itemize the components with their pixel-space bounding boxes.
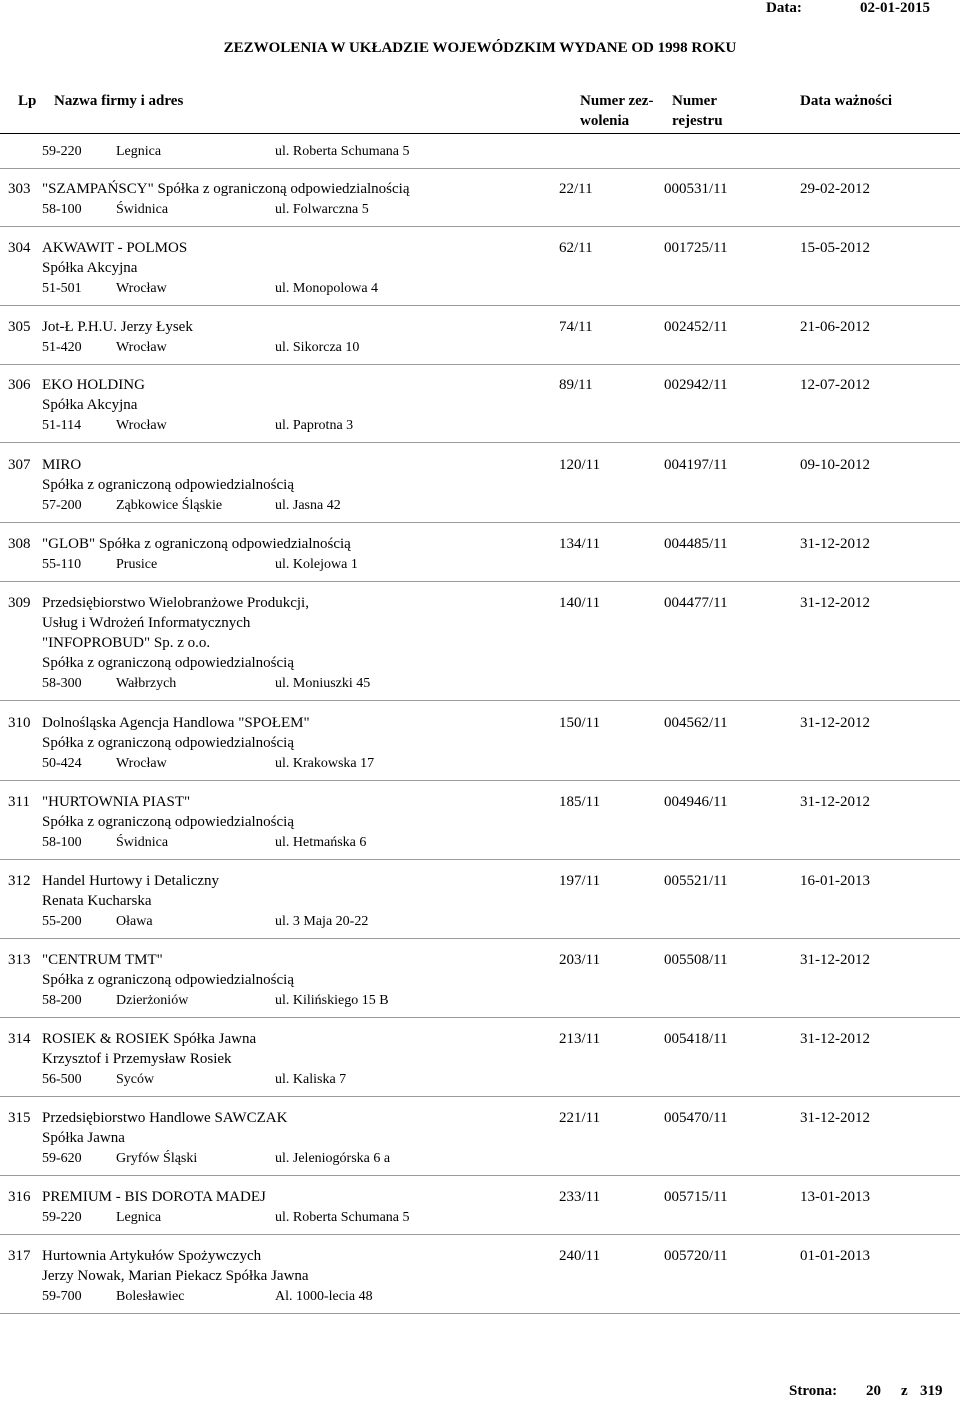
entry-lp: 306 <box>8 377 31 393</box>
entry-permit-number: 22/11 <box>559 181 593 197</box>
entry-postal-code: 58-100 <box>42 835 82 850</box>
entry-name-line: Spółka z ograniczoną odpowiedzialnością <box>42 655 294 671</box>
entry-register-number: 004485/11 <box>664 536 728 552</box>
entry-validity-date: 31-12-2012 <box>800 595 870 611</box>
entry-permit-number: 213/11 <box>559 1031 601 1047</box>
carryover-street: ul. Roberta Schumana 5 <box>275 144 410 159</box>
header-rule <box>0 133 960 134</box>
entry-postal-code: 51-501 <box>42 281 82 296</box>
entry-lp: 309 <box>8 595 31 611</box>
entry-street: ul. Kilińskiego 15 B <box>275 993 389 1008</box>
entry-street: ul. Hetmańska 6 <box>275 835 367 850</box>
entry-validity-date: 31-12-2012 <box>800 715 870 731</box>
entry-name-line: PREMIUM - BIS DOROTA MADEJ <box>42 1189 266 1205</box>
entry-city: Świdnica <box>116 835 169 850</box>
entry-register-number: 005521/11 <box>664 873 728 889</box>
entry-lp: 307 <box>8 457 31 473</box>
date-label: Data: <box>766 0 802 16</box>
entry-register-number: 002942/11 <box>664 377 728 393</box>
page-current: 20 <box>866 1383 881 1399</box>
entry-permit-number: 150/11 <box>559 715 601 731</box>
entry-postal-code: 50-424 <box>42 756 82 771</box>
entry-city: Ząbkowice Śląskie <box>116 498 223 513</box>
entry-permit-number: 233/11 <box>559 1189 601 1205</box>
row-divider <box>0 1313 960 1314</box>
entry-city: Wrocław <box>116 756 167 771</box>
entry-name-line: EKO HOLDING <box>42 377 145 393</box>
entry-register-number: 005508/11 <box>664 952 728 968</box>
entry-street: ul. Roberta Schumana 5 <box>275 1210 410 1225</box>
entry-postal-code: 55-110 <box>42 557 82 572</box>
entry-city: Syców <box>116 1072 155 1087</box>
entry-city: Świdnica <box>116 202 169 217</box>
entry-validity-date: 01-01-2013 <box>800 1248 870 1264</box>
entry-name-line: "CENTRUM TMT" <box>42 952 163 968</box>
entry-lp: 310 <box>8 715 31 731</box>
entry-validity-date: 09-10-2012 <box>800 457 870 473</box>
entry-permit-number: 74/11 <box>559 319 593 335</box>
entry-name-line: "INFOPROBUD" Sp. z o.o. <box>42 635 211 651</box>
entry-validity-date: 29-02-2012 <box>800 181 870 197</box>
row-divider <box>0 1175 960 1176</box>
entry-city: Bolesławiec <box>116 1289 185 1304</box>
entry-validity-date: 31-12-2012 <box>800 794 870 810</box>
entry-name-line: Spółka Jawna <box>42 1130 125 1146</box>
row-divider <box>0 780 960 781</box>
entry-validity-date: 16-01-2013 <box>800 873 870 889</box>
entry-postal-code: 57-200 <box>42 498 82 513</box>
entry-lp: 303 <box>8 181 31 197</box>
entry-name-line: Krzysztof i Przemysław Rosiek <box>42 1051 232 1067</box>
entry-city: Dzierżoniów <box>116 993 189 1008</box>
entry-name-line: Renata Kucharska <box>42 893 152 909</box>
row-divider <box>0 168 960 169</box>
entry-name-line: Spółka Akcyjna <box>42 397 138 413</box>
row-divider <box>0 700 960 701</box>
row-divider <box>0 1096 960 1097</box>
entry-street: ul. Krakowska 17 <box>275 756 375 771</box>
entry-name-line: "GLOB" Spółka z ograniczoną odpowiedzialnością <box>42 536 351 552</box>
entry-postal-code: 58-300 <box>42 676 82 691</box>
entry-city: Gryfów Śląski <box>116 1151 198 1166</box>
entry-name-line: Hurtownia Artykułów Spożywczych <box>42 1248 262 1264</box>
entry-name-line: Przedsiębiorstwo Wielobranżowe Produkcji, <box>42 595 309 611</box>
entry-city: Wałbrzych <box>116 676 177 691</box>
entry-street: ul. Jasna 42 <box>275 498 341 513</box>
entry-postal-code: 55-200 <box>42 914 82 929</box>
entry-register-number: 005470/11 <box>664 1110 728 1126</box>
carryover-postal: 59-220 <box>42 144 82 159</box>
entry-register-number: 005715/11 <box>664 1189 728 1205</box>
entry-name-line: ROSIEK & ROSIEK Spółka Jawna <box>42 1031 257 1047</box>
entry-register-number: 004946/11 <box>664 794 728 810</box>
entry-name-line: Usług i Wdrożeń Informatycznych <box>42 615 251 631</box>
entry-validity-date: 31-12-2012 <box>800 536 870 552</box>
entry-register-number: 002452/11 <box>664 319 728 335</box>
entry-permit-number: 221/11 <box>559 1110 601 1126</box>
entry-name-line: Spółka z ograniczoną odpowiedzialnością <box>42 814 294 830</box>
entry-validity-date: 31-12-2012 <box>800 952 870 968</box>
entry-name-line: Spółka z ograniczoną odpowiedzialnością <box>42 972 294 988</box>
entry-city: Prusice <box>116 557 158 572</box>
row-divider <box>0 364 960 365</box>
entry-permit-number: 120/11 <box>559 457 601 473</box>
entry-street: ul. Kaliska 7 <box>275 1072 347 1087</box>
entry-register-number: 004197/11 <box>664 457 728 473</box>
entry-register-number: 001725/11 <box>664 240 728 256</box>
entry-lp: 313 <box>8 952 31 968</box>
entry-validity-date: 15-05-2012 <box>800 240 870 256</box>
page-separator: z <box>901 1383 908 1399</box>
row-divider <box>0 1234 960 1235</box>
entry-lp: 314 <box>8 1031 31 1047</box>
column-header-permit-1: Numer zez- <box>580 93 654 109</box>
column-header-register-1: Numer <box>672 93 717 109</box>
entry-register-number: 004477/11 <box>664 595 728 611</box>
column-header-validity: Data ważności <box>800 93 893 109</box>
entry-validity-date: 21-06-2012 <box>800 319 870 335</box>
entry-street: ul. 3 Maja 20-22 <box>275 914 369 929</box>
entry-validity-date: 13-01-2013 <box>800 1189 870 1205</box>
entry-city: Oława <box>116 914 153 929</box>
entry-lp: 317 <box>8 1248 31 1264</box>
row-divider <box>0 581 960 582</box>
entry-street: ul. Moniuszki 45 <box>275 676 371 691</box>
entry-lp: 315 <box>8 1110 31 1126</box>
entry-street: ul. Kolejowa 1 <box>275 557 358 572</box>
carryover-city: Legnica <box>116 144 162 159</box>
entry-name-line: Spółka z ograniczoną odpowiedzialnością <box>42 477 294 493</box>
entry-validity-date: 31-12-2012 <box>800 1031 870 1047</box>
entry-name-line: Jot-Ł P.H.U. Jerzy Łysek <box>42 319 193 335</box>
entry-permit-number: 134/11 <box>559 536 601 552</box>
column-header-permit-2: wolenia <box>580 113 630 129</box>
entry-name-line: "HURTOWNIA PIAST" <box>42 794 191 810</box>
entry-register-number: 005418/11 <box>664 1031 728 1047</box>
column-header-lp: Lp <box>18 93 37 109</box>
entry-register-number: 000531/11 <box>664 181 728 197</box>
page-label: Strona: <box>789 1383 838 1399</box>
row-divider <box>0 938 960 939</box>
entry-city: Wrocław <box>116 418 167 433</box>
entry-name-line: Handel Hurtowy i Detaliczny <box>42 873 220 889</box>
entry-postal-code: 59-620 <box>42 1151 82 1166</box>
entry-name-line: Przedsiębiorstwo Handlowe SAWCZAK <box>42 1110 288 1126</box>
print-date: 02-01-2015 <box>860 0 930 16</box>
entry-lp: 304 <box>8 240 31 256</box>
entry-postal-code: 51-420 <box>42 340 82 355</box>
entry-lp: 312 <box>8 873 31 889</box>
row-divider <box>0 1017 960 1018</box>
row-divider <box>0 859 960 860</box>
column-header-name: Nazwa firmy i adres <box>54 93 184 109</box>
entry-postal-code: 58-200 <box>42 993 82 1008</box>
row-divider <box>0 226 960 227</box>
entry-postal-code: 59-220 <box>42 1210 82 1225</box>
entry-permit-number: 240/11 <box>559 1248 601 1264</box>
entry-validity-date: 12-07-2012 <box>800 377 870 393</box>
entry-register-number: 004562/11 <box>664 715 728 731</box>
entry-permit-number: 197/11 <box>559 873 601 889</box>
entry-name-line: AKWAWIT - POLMOS <box>42 240 188 256</box>
entry-street: Al. 1000-lecia 48 <box>275 1289 373 1304</box>
entry-postal-code: 51-114 <box>42 418 82 433</box>
entry-permit-number: 89/11 <box>559 377 593 393</box>
entry-name-line: Jerzy Nowak, Marian Piekacz Spółka Jawna <box>42 1268 309 1284</box>
entry-validity-date: 31-12-2012 <box>800 1110 870 1126</box>
entry-lp: 308 <box>8 536 31 552</box>
column-header-register-2: rejestru <box>672 113 723 129</box>
document-title: ZEZWOLENIA W UKŁADZIE WOJEWÓDZKIM WYDANE OD 1998 ROKU <box>223 40 737 56</box>
entry-permit-number: 140/11 <box>559 595 601 611</box>
entry-street: ul. Paprotna 3 <box>275 418 354 433</box>
row-divider <box>0 305 960 306</box>
entry-permit-number: 203/11 <box>559 952 601 968</box>
entry-lp: 316 <box>8 1189 31 1205</box>
entry-lp: 311 <box>8 794 30 810</box>
entry-postal-code: 59-700 <box>42 1289 82 1304</box>
entry-name-line: "SZAMPAŃSCY" Spółka z ograniczoną odpowiedzialnością <box>42 181 410 197</box>
entry-city: Legnica <box>116 1210 162 1225</box>
entry-permit-number: 62/11 <box>559 240 593 256</box>
entry-name-line: MIRO <box>42 457 82 473</box>
entry-name-line: Spółka Akcyjna <box>42 260 138 276</box>
entry-name-line: Dolnośląska Agencja Handlowa "SPOŁEM" <box>42 715 310 731</box>
row-divider <box>0 442 960 443</box>
entry-city: Wrocław <box>116 281 167 296</box>
entry-name-line: Spółka z ograniczoną odpowiedzialnością <box>42 735 294 751</box>
entry-street: ul. Folwarczna 5 <box>275 202 369 217</box>
entry-street: ul. Monopolowa 4 <box>275 281 379 296</box>
entry-permit-number: 185/11 <box>559 794 601 810</box>
page-total: 319 <box>920 1383 943 1399</box>
entry-register-number: 005720/11 <box>664 1248 728 1264</box>
entry-postal-code: 56-500 <box>42 1072 82 1087</box>
entry-postal-code: 58-100 <box>42 202 82 217</box>
entry-street: ul. Sikorcza 10 <box>275 340 360 355</box>
entry-street: ul. Jeleniogórska 6 a <box>275 1151 391 1166</box>
row-divider <box>0 522 960 523</box>
entry-city: Wrocław <box>116 340 167 355</box>
entry-lp: 305 <box>8 319 31 335</box>
